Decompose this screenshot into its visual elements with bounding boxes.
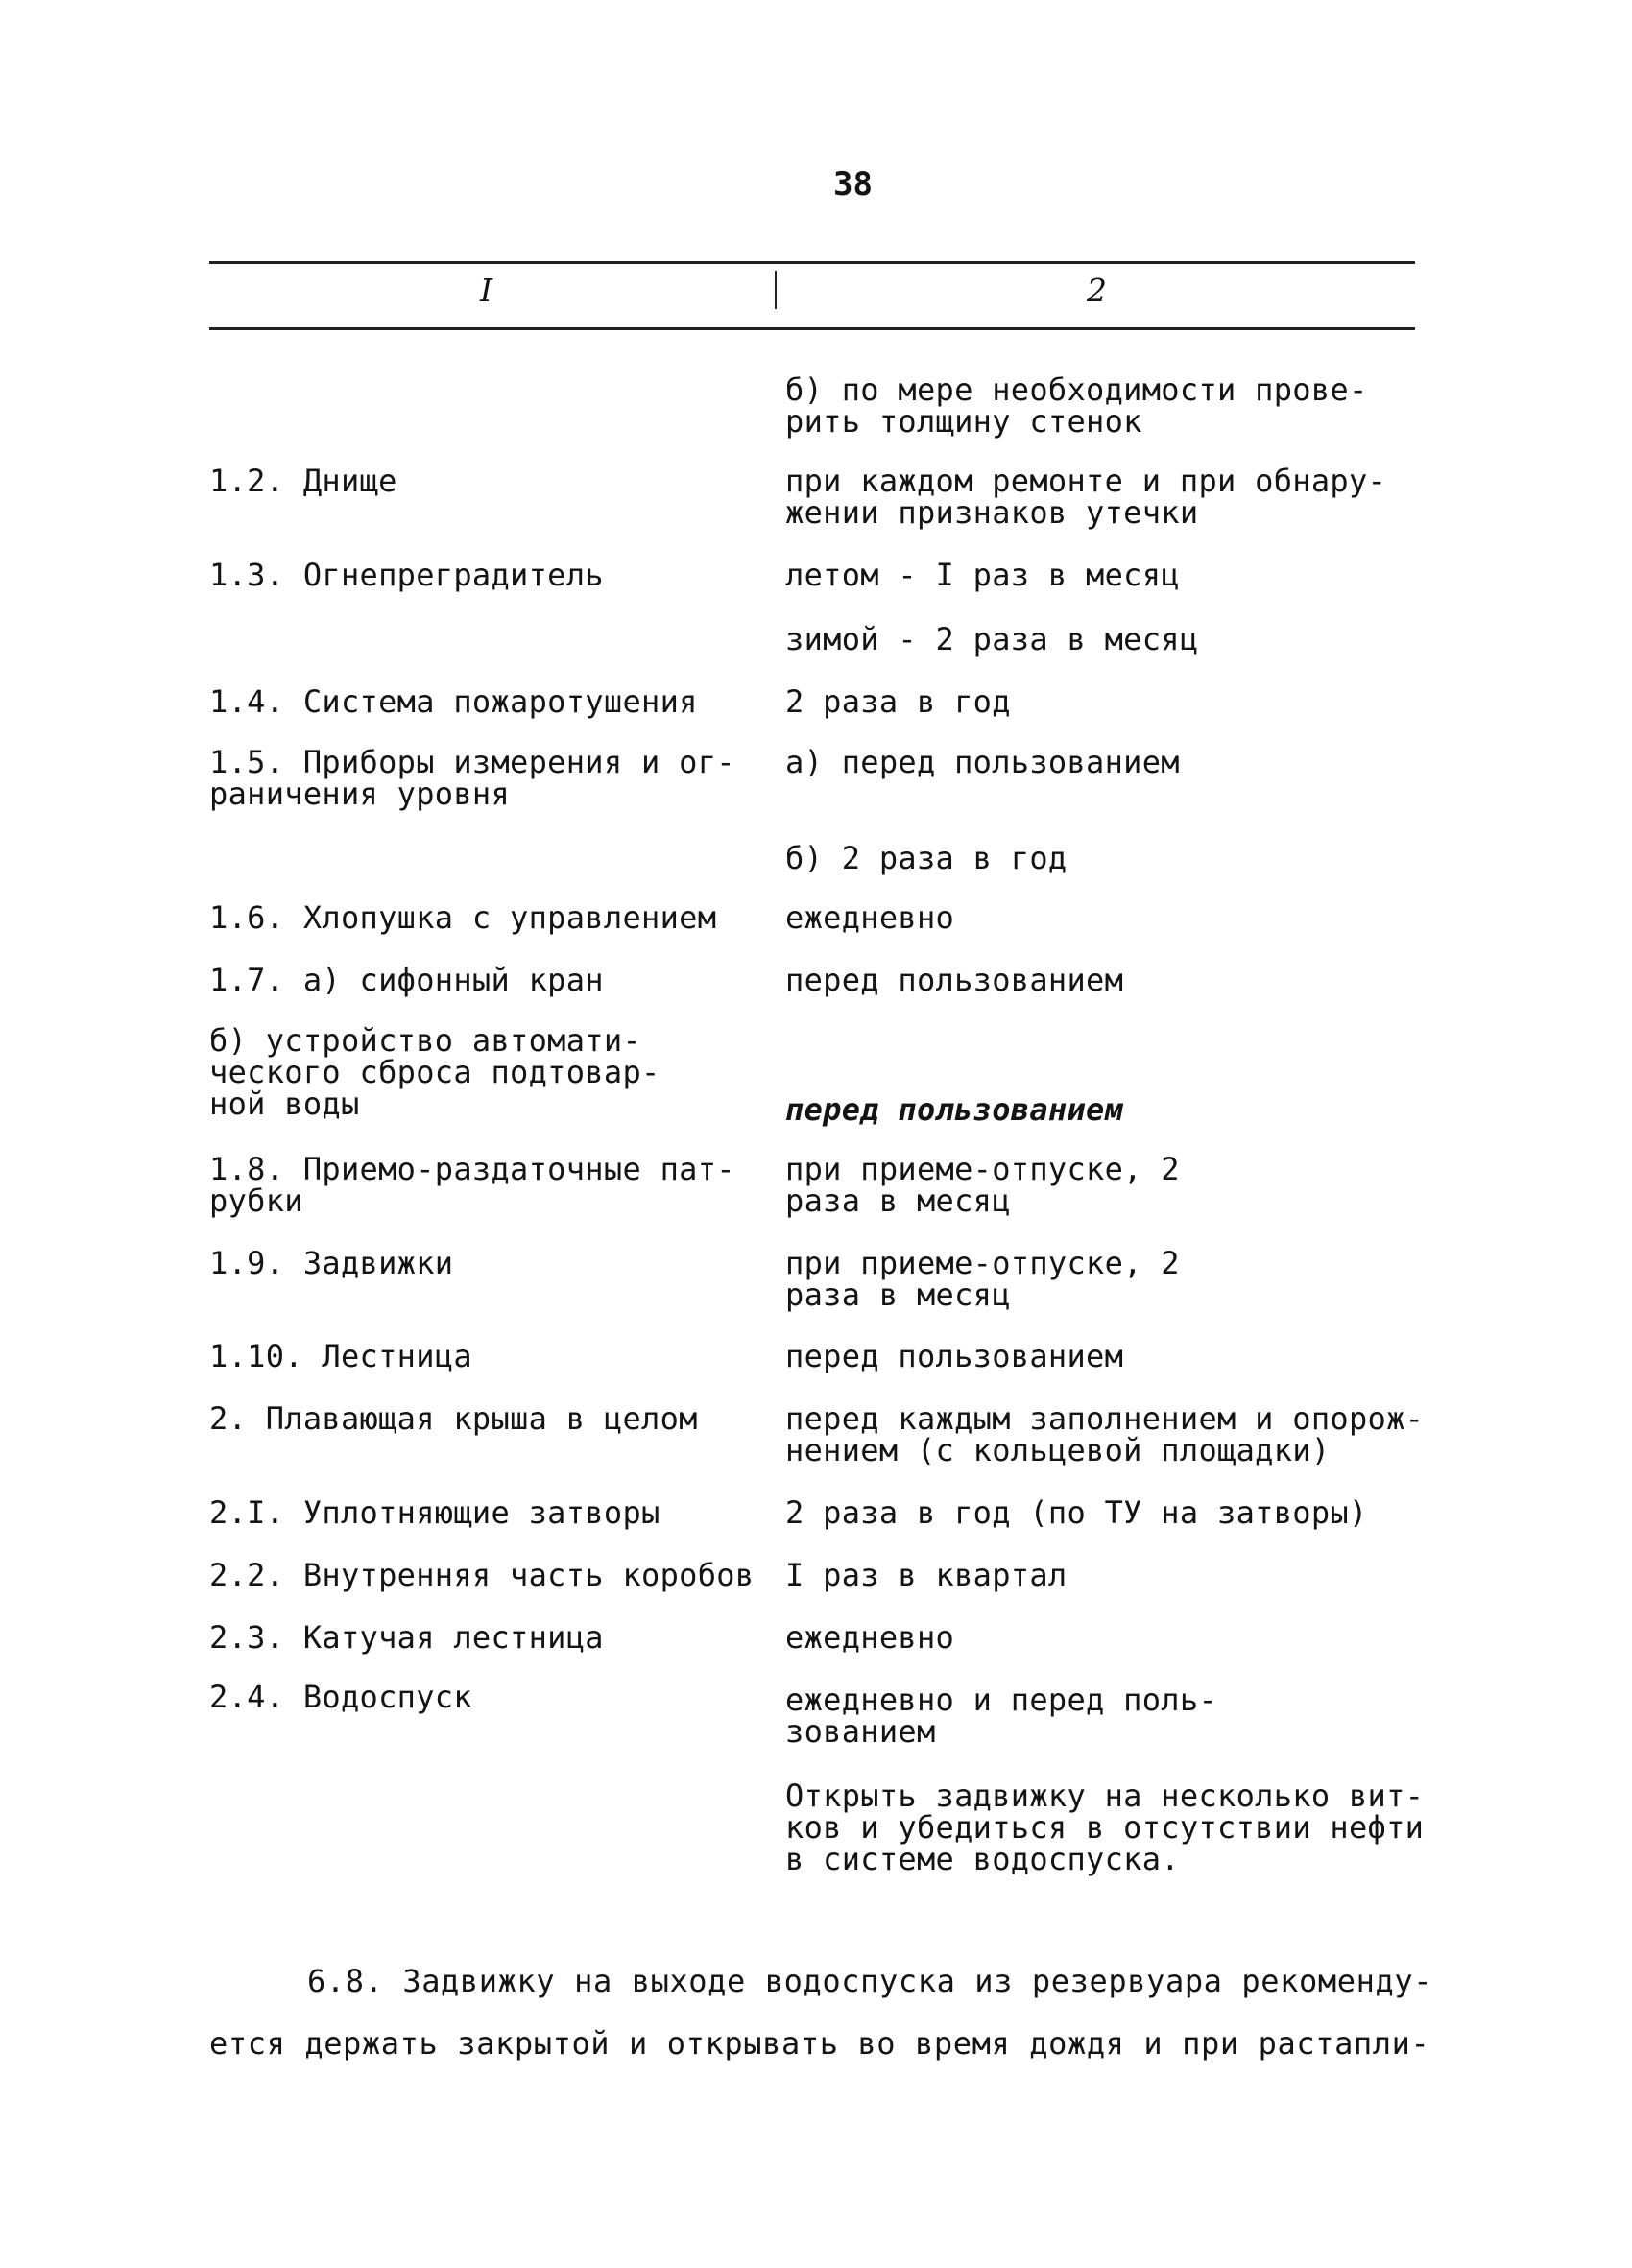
row-left-cell: 1.3. Огнепреградитель: [209, 557, 604, 593]
row-left-cell: 2.2. Внутренняя часть коробов: [209, 1557, 755, 1593]
row-left-cell: 1.9. Задвижки: [209, 1245, 454, 1281]
row-left-cell: 1.2. Днище: [209, 463, 397, 499]
row-right-cell: перед каждым заполнением и опорож- нением (с кольцевой площадки): [785, 1400, 1425, 1468]
row-right-cell: перед пользованием: [785, 1091, 1124, 1128]
row-right-cell: ежедневно и перед поль- зованием: [785, 1682, 1218, 1750]
row-left-cell: 1.10. Лестница: [209, 1338, 472, 1374]
row-right-cell: летом - I раз в месяц: [785, 557, 1180, 593]
row-left-cell: 1.7. а) сифонный кран: [209, 962, 604, 998]
paragraph-line: ется держать закрытой и открывать во время дождя и при растапли-: [209, 2025, 1430, 2062]
row-left-cell: 1.6. Хлопушка с управлением: [209, 899, 717, 936]
row-right-cell: ежедневно: [785, 1619, 955, 1656]
row-right-cell: I раз в квартал: [785, 1557, 1068, 1593]
row-left-cell: 1.5. Приборы измерения и ог- раничения уровня: [209, 744, 735, 812]
row-left-cell: 2.4. Водоспуск: [209, 1679, 472, 1715]
row-left-cell: 2.3. Катучая лестница: [209, 1619, 604, 1656]
table-top-rule: [209, 261, 1415, 264]
row-left-cell: 2.I. Уплотняющие затворы: [209, 1494, 660, 1531]
paragraph-line: 6.8. Задвижку на выходе водоспуска из резервуара рекоменду-: [307, 1963, 1433, 1999]
row-left-cell: 2. Плавающая крыша в целом: [209, 1400, 698, 1437]
row-right-cell: при приеме-отпуске, 2 раза в месяц: [785, 1151, 1180, 1219]
row-left-cell: 1.4. Система пожаротушения: [209, 683, 698, 720]
row-right-cell: 2 раза в год: [785, 683, 1011, 720]
row-right-cell: перед пользованием: [785, 962, 1124, 998]
page-number: 38: [833, 165, 873, 203]
row-right-cell: перед пользованием: [785, 1338, 1124, 1374]
column-separator: [775, 271, 777, 309]
row-right-cell: при приеме-отпуске, 2 раза в месяц: [785, 1245, 1180, 1313]
row-left-cell: б) устройство автомати- ческого сброса подтовар- ной воды: [209, 1022, 660, 1122]
column-header-2: 2: [1087, 272, 1107, 309]
row-right-cell: б) 2 раза в год: [785, 840, 1068, 876]
row-right-cell: б) по мере необходимости прове- рить толщину стенок: [785, 371, 1368, 440]
row-right-cell: зимой - 2 раза в месяц: [785, 621, 1199, 657]
row-right-cell: ежедневно: [785, 899, 955, 936]
row-right-cell: Открыть задвижку на несколько вит- ков и убедиться в отсутствии нефти в системе водоспуска.: [785, 1778, 1425, 1877]
row-right-cell: а) перед пользованием: [785, 744, 1180, 780]
row-left-cell: 1.8. Приемо-раздаточные пат- рубки: [209, 1151, 735, 1219]
row-right-cell: при каждом ремонте и при обнару- жении признаков утечки: [785, 463, 1387, 531]
table-bottom-rule: [209, 327, 1415, 330]
column-header-1: I: [480, 272, 493, 309]
row-right-cell: 2 раза в год (по ТУ на затворы): [785, 1494, 1368, 1531]
